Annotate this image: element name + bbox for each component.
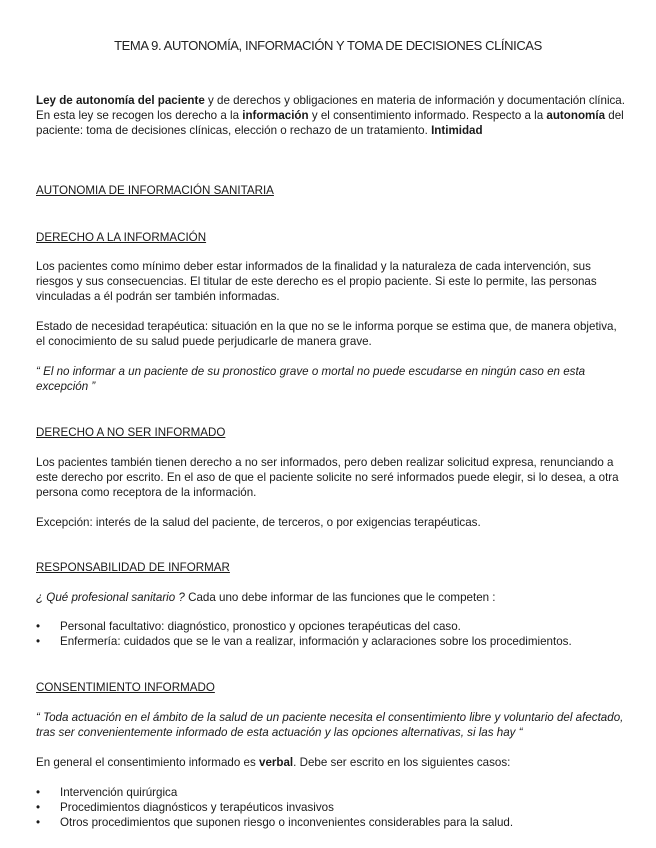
intro-bold-law: Ley de autonomía del paciente xyxy=(36,94,205,107)
intro-paragraph xyxy=(36,93,628,138)
consentimiento-text-2: . Debe ser escrito en los siguientes casos: xyxy=(293,756,511,769)
heading-no-informado: DERECHO A NO SER INFORMADO xyxy=(36,426,226,439)
intro-bold-privacy: Intimidad xyxy=(431,124,483,137)
paragraph-consentimiento xyxy=(36,755,628,770)
consentimiento-text-1: En general el consentimiento informado es xyxy=(36,756,259,769)
paragraph-no-informado-1: Los pacientes también tienen derecho a no ser informados, pero deben realizar solicitud expresa, renunciando a este derecho por escrito. En el aso de que el paciente solicite no seré informados puede elegir, si lo desea, a otra persona como receptora de la información. xyxy=(36,456,619,499)
list-item: • Intervención quirúrgica xyxy=(36,785,628,800)
heading-autonomia: AUTONOMIA DE INFORMACIÓN SANITARIA xyxy=(36,184,274,197)
responsabilidad-text: Cada uno debe informar de las funciones que le competen : xyxy=(184,591,496,604)
intro-text-3: del paciente: toma de decisiones clínicas, elección o rechazo de un tratamiento. xyxy=(36,109,624,137)
intro-bold-info: información xyxy=(242,109,309,122)
heading-derecho-informacion: DERECHO A LA INFORMACIÓN xyxy=(36,231,207,244)
paragraph-info-2: Estado de necesidad terapéutica: situación en la que no se le informa porque se estima que, de manera objetiva, el conocimiento de su salud puede perjudicarle de manera grave. xyxy=(36,320,617,348)
responsabilidad-list xyxy=(36,619,628,649)
heading-consentimiento: CONSENTIMIENTO INFORMADO xyxy=(36,681,215,694)
paragraph-no-informado-2: Excepción: interés de la salud del paciente, de terceros, o por exigencias terapéuticas. xyxy=(36,516,481,529)
list-item: • Enfermería: cuidados que se le van a realizar, información y aclaraciones sobre los procedimientos. xyxy=(36,634,628,649)
consentimiento-bold-verbal: verbal xyxy=(259,756,294,769)
intro-text-2: y el consentimiento informado. Respecto a la xyxy=(308,109,547,122)
question-text: ¿ Qué profesional sanitario ? xyxy=(36,591,185,604)
quote-consentimiento: “ Toda actuación en el ámbito de la salud de un paciente necesita el consentimiento libre y voluntario del afectado, tras ser convenientemente informado de esta actuación y las opciones alternativas, si las hay “ xyxy=(36,711,624,739)
list-item: • Procedimientos diagnósticos y terapéuticos invasivos xyxy=(36,800,628,815)
quote-info: “ El no informar a un paciente de su pronostico grave o mortal no puede escudarse en ningún caso en esta excepción ” xyxy=(36,365,586,393)
list-item: • Otros procedimientos que suponen riesgo o inconvenientes considerables para la salud. xyxy=(36,815,628,830)
consentimiento-list xyxy=(36,785,628,830)
paragraph-info-1: Los pacientes como mínimo deber estar informados de la finalidad y la naturaleza de cada intervención, sus riesgos y sus consecuencias. El titular de este derecho es el propio paciente. Si este lo permite, las personas vinculadas a él podrán ser también informadas. xyxy=(36,260,597,303)
intro-text-1: y de derechos y obligaciones en materia de información y documentación clínica. En esta ley se recogen los derecho a la xyxy=(36,94,625,122)
document-title: TEMA 9. AUTONOMÍA, INFORMACIÓN Y TOMA DE DECISIONES CLÍNICAS xyxy=(114,38,542,53)
intro-bold-autonomy: autonomía xyxy=(546,109,606,122)
paragraph-responsabilidad xyxy=(36,590,628,605)
list-item: • Personal facultativo: diagnóstico, pronostico y opciones terapéuticas del caso. xyxy=(36,619,628,634)
heading-responsabilidad: RESPONSABILIDAD DE INFORMAR xyxy=(36,561,230,574)
